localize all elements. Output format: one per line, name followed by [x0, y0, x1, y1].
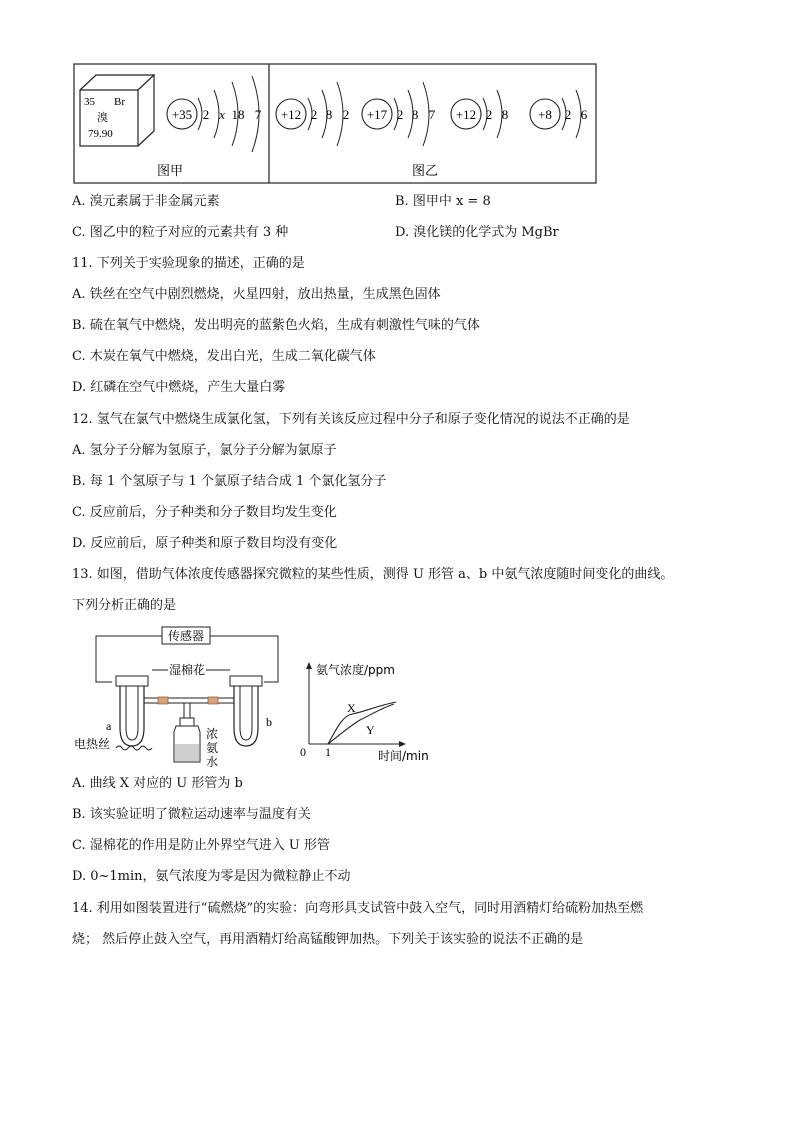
tube-label-b: b [266, 715, 272, 729]
q11-option-c: C. 木炭在氧气中燃烧，发出白光，生成二氧化碳气体 [72, 349, 376, 364]
shell-electrons: 8 [501, 107, 509, 122]
shell-electrons: 7 [428, 107, 436, 122]
q12-stem: 12. 氢气在氯气中燃烧生成氯化氢，下列有关该反应过程中分子和原子变化情况的说法不正确的是 [72, 412, 630, 427]
shell-electrons: 2 [202, 107, 210, 122]
element-number: 35 [84, 96, 95, 108]
atom-structure-figure [0, 0, 794, 190]
q14-stem-line1: 14. 利用如图装置进行“硫燃烧”的实验：向弯形具支试管中鼓入空气，同时用酒精灯给硫粉加热至燃 [72, 901, 644, 916]
shell-electrons: 8 [411, 107, 419, 122]
apparatus-diagram [74, 627, 278, 769]
curve-x [328, 702, 396, 744]
q10-option-c: C. 图乙中的粒子对应的元素共有 3 种 [72, 225, 289, 240]
shell-electrons: 2 [396, 107, 404, 122]
shell-electrons: 2 [310, 107, 318, 122]
heater-label: 电热丝 [74, 737, 111, 751]
graph-ylabel: 氨气浓度/ppm [316, 663, 395, 677]
cotton-label: 湿棉花 [168, 663, 206, 677]
q10-option-b: B. 图甲中 x = 8 [395, 194, 491, 209]
figure-caption-left: 图甲 [156, 164, 184, 179]
q14-stem-line2: 烧； 然后停止鼓入空气，再用酒精灯给高锰酸钾加热。下列关于该实验的说法不正确的是 [72, 932, 584, 947]
concentration-graph [300, 662, 429, 763]
shell-electrons: 2 [342, 107, 350, 122]
element-box [80, 75, 154, 146]
shell-electrons: 7 [254, 107, 262, 122]
nucleus-label: +35 [171, 107, 193, 122]
graph-xlabel: 时间/min [378, 749, 429, 763]
graph-tick: 1 [325, 745, 331, 759]
shell-electrons: 2 [564, 107, 572, 122]
shell-electrons: 8 [325, 107, 333, 122]
curve-y [328, 704, 394, 744]
q13-option-b: B. 该实验证明了微粒运动速率与温度有关 [72, 807, 311, 822]
q13-option-c: C. 湿棉花的作用是防止外界空气进入 U 形管 [72, 838, 330, 853]
shell-electrons: x [219, 107, 225, 122]
shell-electrons: 6 [580, 107, 588, 122]
particle-diagram-3 [451, 90, 508, 138]
q13-option-a: A. 曲线 X 对应的 U 形管为 b [72, 776, 243, 791]
shell-electrons: 18 [231, 107, 245, 122]
nucleus-label: +8 [538, 107, 552, 122]
sensor-label: 传感器 [167, 629, 205, 643]
curve-y-label: Y [366, 723, 375, 737]
q13-option-d: D. 0~1min，氨气浓度为零是因为微粒静止不动 [72, 869, 351, 884]
figure-caption-right: 图乙 [411, 164, 439, 179]
tube-label-a: a [106, 719, 112, 733]
q13-figure [0, 620, 794, 770]
ammonia-label: 浓 [206, 727, 219, 741]
nucleus-label: +12 [280, 107, 302, 122]
element-name: 溴 [97, 112, 108, 124]
q10-option-d: D. 溴化镁的化学式为 MgBr [395, 225, 559, 240]
q11-stem: 11. 下列关于实验现象的描述，正确的是 [72, 256, 305, 271]
particle-diagram-1 [276, 82, 349, 146]
q11-option-b: B. 硫在氧气中燃烧，发出明亮的蓝紫色火焰，生成有刺激性气味的气体 [72, 318, 480, 333]
curve-x-label: X [347, 701, 356, 715]
q12-option-b: B. 每 1 个氢原子与 1 个氯原子结合成 1 个氯化氢分子 [72, 474, 387, 489]
q11-option-a: A. 铁丝在空气中剧烈燃烧，火星四射，放出热量，生成黑色固体 [72, 287, 441, 302]
q11-option-d: D. 红磷在空气中燃烧，产生大量白雾 [72, 380, 286, 395]
particle-diagram-4 [530, 90, 588, 138]
br-atom-diagram [167, 76, 262, 152]
q13-stem-line2: 下列分析正确的是 [72, 598, 177, 613]
q10-option-a: A. 溴元素属于非金属元素 [72, 194, 220, 209]
q13-stem-line1: 13. 如图，借助气体浓度传感器探究微粒的某些性质，测得 U 形管 a、b 中氨气浓度随时间变化的曲线。 [72, 567, 674, 582]
q12-option-c: C. 反应前后，分子种类和分子数目均发生变化 [72, 505, 337, 520]
ammonia-label: 水 [206, 755, 219, 769]
shell-electrons: 2 [485, 107, 493, 122]
element-mass: 79.90 [88, 128, 113, 140]
particle-diagram-2 [362, 82, 436, 146]
ammonia-label: 氨 [206, 741, 219, 755]
nucleus-label: +12 [455, 107, 477, 122]
graph-origin: 0 [300, 745, 306, 759]
q12-option-d: D. 反应前后，原子种类和原子数目均没有变化 [72, 536, 338, 551]
nucleus-label: +17 [366, 107, 388, 122]
element-symbol: Br [114, 96, 125, 108]
q12-option-a: A. 氢分子分解为氢原子，氯分子分解为氯原子 [72, 443, 337, 458]
